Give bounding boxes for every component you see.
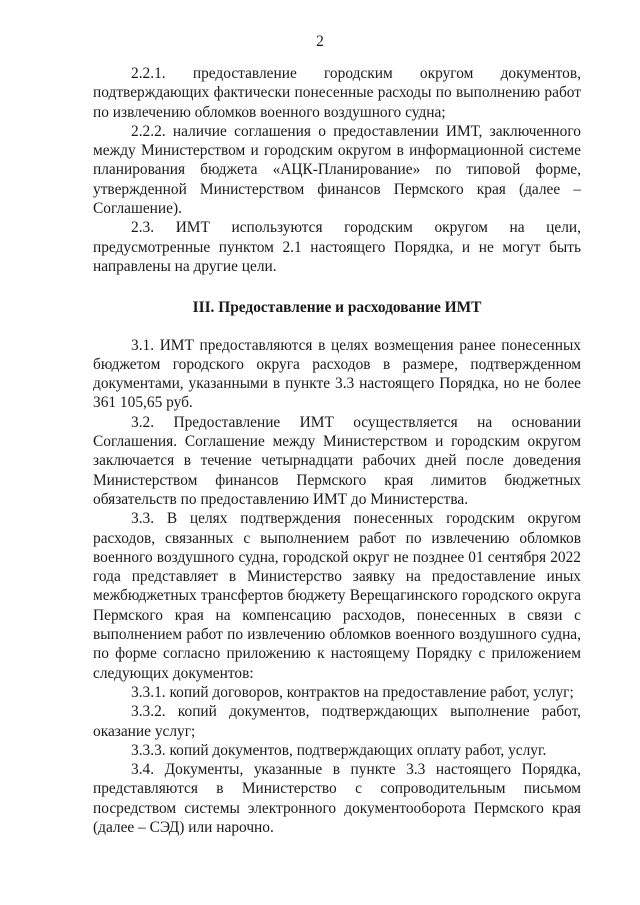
paragraph-2-2-2: 2.2.2. наличие соглашения о предоставлении ИМТ, заключенного между Министерством и городским округом в информационной системе планирования бюджета «АЦК-Планирование» по типовой форме, утвержденной Министерством финансов Пермского края (далее – Соглашение). — [93, 122, 581, 218]
paragraph-2-3: 2.3. ИМТ используются городским округом на цели, предусмотренные пунктом 2.1 настоящего Порядка, и не могут быть направлены на другие цели. — [93, 219, 581, 275]
paragraph-3-3-3: 3.3.3. копий документов, подтверждающих оплату работ, услуг. — [131, 741, 547, 759]
paragraph-3-3-1: 3.3.1. копий договоров, контрактов на предоставление работ, услуг; — [131, 683, 574, 701]
paragraph-3-2: 3.2. Предоставление ИМТ осуществляется на основании Соглашения. Соглашение между Министерством и городским округом заключается в течение четырнадцати рабочих дней после доведения Министерством финансов Пермского края лимитов бюджетных обязательств по предоставлению ИМТ до Министерства. — [93, 413, 581, 508]
paragraph-3-3-2: 3.3.2. копий документов, подтверждающих выполнение работ, оказание услуг; — [93, 703, 581, 740]
page-number: 2 — [316, 33, 324, 50]
paragraph-3-4: 3.4. Документы, указанные в пункте 3.3 настоящего Порядка, представляются в Министерство с сопроводительным письмом посредством системы электронного документооборота Пермского края (далее – СЭД) или нарочно. — [93, 761, 581, 836]
document-body — [93, 64, 581, 837]
paragraph-3-1: 3.1. ИМТ предоставляются в целях возмещения ранее понесенных бюджетом городского округа расходов в размере, подтвержденном документами, указанными в пункте 3.3 настоящего Порядка, но не более 361 105,65 руб. — [93, 336, 581, 412]
paragraph-3-3: 3.3. В целях подтверждения понесенных городским округом расходов, связанных с выполнением работ по извлечению обломков военного воздушного судна, городской округ не позднее 01 сентября 2022 года представляет в Министерство заявку на предоставление иных межбюджетных трансфертов бюджету Верещагинского городского округа Пермского края на компенсацию расходов, понесенных в связи с выполнением работ по извлечению обломков военного воздушного судна, по форме согласно приложению к настоящему Порядку с приложением следующих документов: — [93, 510, 581, 682]
section-title: III. Предоставление и расходование ИМТ — [192, 299, 482, 317]
paragraph-2-2-1: 2.2.1. предоставление городским округом документов, подтверждающих фактически понесенные расходы по выполнению работ по извлечению обломков военного воздушного судна; — [93, 65, 581, 121]
